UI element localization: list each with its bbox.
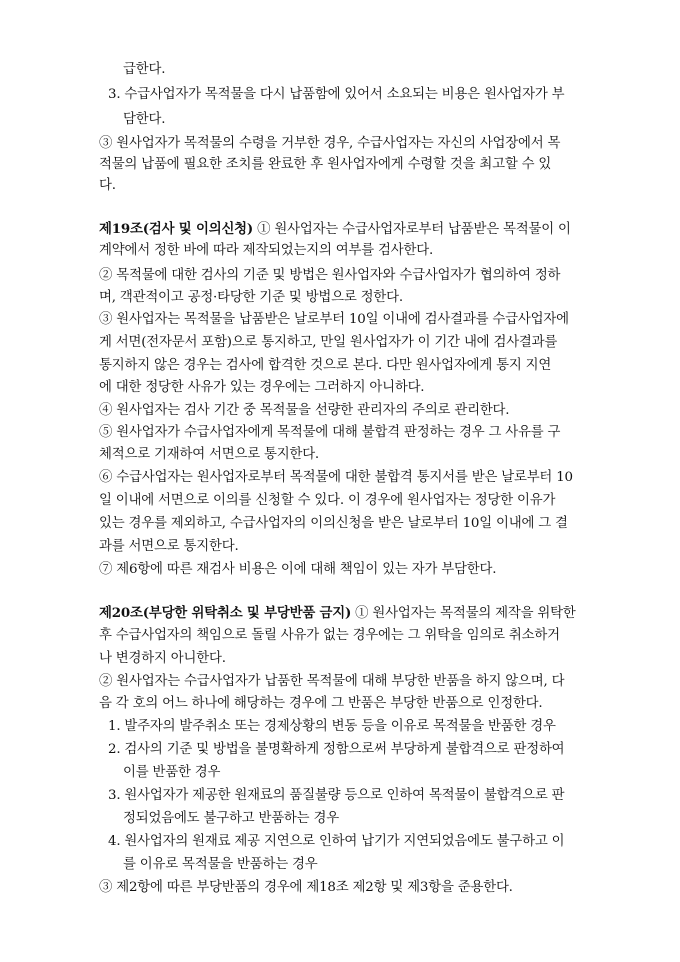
list-item: 4. 원사업자의 원재료 제공 지연으로 인하여 납기가 지연되었음에도 불구하고 이 (108, 834, 565, 849)
paragraph-line: 다. (99, 178, 116, 193)
list-item-continuation: 이를 반품한 경우 (123, 765, 221, 780)
paragraph-line: 에 대한 정당한 사유가 있는 경우에는 그러하지 아니하다. (99, 380, 425, 395)
list-item-continuation: 를 이유로 목적물을 반품하는 경우 (123, 857, 318, 872)
paragraph-line: 음 각 호의 어느 하나에 해당하는 경우에 그 반품은 부당한 반품으로 인정한다. (99, 696, 543, 711)
paragraph-line: 통지하지 않은 경우는 검사에 합격한 것으로 본다. 다만 원사업자에게 통지 지연 (99, 358, 552, 373)
paragraph-line: 적물의 납품에 필요한 조치를 완료한 후 원사업자에게 수령할 것을 최고할 수 있 (99, 157, 552, 172)
article-19-heading-line (99, 219, 571, 240)
list-item: 2. 검사의 기준 및 방법을 불명확하게 정함으로써 부당하게 불합격으로 판정하여 (108, 742, 565, 757)
paragraph-line: ⑤ 원사업자가 수급사업자에게 목적물에 대해 불합격 판정하는 경우 그 사유를 구 (99, 425, 561, 440)
paragraph-line: ② 원사업자는 수급사업자가 납품한 목적물에 대해 부당한 반품을 하지 않으며, 다 (99, 674, 565, 689)
list-item: 1. 발주자의 발주취소 또는 경제상황의 변동 등을 이유로 목적물을 반품한 경우 (108, 719, 556, 734)
paragraph-line: ③ 원사업자가 목적물의 수령을 거부한 경우, 수급사업자는 자신의 사업장에서 목 (99, 136, 561, 151)
paragraph-line: 나 변경하지 아니한다. (99, 651, 226, 666)
article-20-title: 제20조(부당한 위탁취소 및 부당반품 금지) (99, 605, 352, 621)
paragraph-line: ③ 제2항에 따른 부당반품의 경우에 제18조 제2항 및 제3항을 준용한다. (99, 880, 513, 895)
text-line: 급한다. (123, 62, 166, 77)
article-19-title: 제19조(검사 및 이의신청) (99, 221, 254, 237)
paragraph-line: 과를 서면으로 통지한다. (99, 539, 239, 554)
paragraph-line: ⑦ 제6항에 따른 재검사 비용은 이에 대해 책임이 있는 자가 부담한다. (99, 562, 497, 577)
paragraph-line: 체적으로 기재하여 서면으로 통지한다. (99, 447, 319, 462)
paragraph-line: 며, 객관적이고 공정·타당한 기준 및 방법으로 정한다. (99, 290, 403, 305)
paragraph-line: ⑥ 수급사업자는 원사업자로부터 목적물에 대한 불합격 통지서를 받은 날로부터 10 (99, 470, 573, 485)
paragraph-line: 일 이내에 서면으로 이의를 신청할 수 있다. 이 경우에 원사업자는 정당한 이유가 (99, 493, 556, 508)
article-20-heading-line (99, 603, 576, 624)
article-19-first-text: ① 원사업자는 수급사업자로부터 납품받은 목적물이 이 (253, 222, 571, 237)
paragraph-line: 있는 경우를 제외하고, 수급사업자의 이의신청을 받은 날로부터 10일 이내에 그 결 (99, 516, 568, 531)
paragraph-line: ③ 원사업자는 목적물을 납품받은 날로부터 10일 이내에 검사결과를 수급사업자에 (99, 312, 569, 327)
text-line: 담한다. (123, 112, 166, 127)
list-item-continuation: 정되었음에도 불구하고 반품하는 경우 (123, 811, 339, 826)
paragraph-line: 게 서면(전자문서 포함)으로 통지하고, 만일 원사업자가 이 기간 내에 검사결과를 (99, 335, 558, 350)
article-20-first-text: ① 원사업자는 목적물의 제작을 위탁한 (351, 606, 576, 621)
paragraph-line: ④ 원사업자는 검사 기간 중 목적물을 선량한 관리자의 주의로 관리한다. (99, 403, 510, 418)
paragraph-line: 계약에서 정한 바에 따라 제작되었는지의 여부를 검사한다. (99, 243, 434, 258)
paragraph-line: 후 수급사업자의 책임으로 돌릴 사유가 없는 경우에는 그 위탁을 임의로 취소하거 (99, 628, 560, 643)
list-item: 3. 수급사업자가 목적물을 다시 납품함에 있어서 소요되는 비용은 원사업자가 부 (108, 87, 565, 102)
paragraph-line: ② 목적물에 대한 검사의 기준 및 방법은 원사업자와 수급사업자가 협의하여 정하 (99, 268, 561, 283)
list-item: 3. 원사업자가 제공한 원재료의 품질불량 등으로 인하여 목적물이 불합격으로 판 (108, 788, 565, 803)
